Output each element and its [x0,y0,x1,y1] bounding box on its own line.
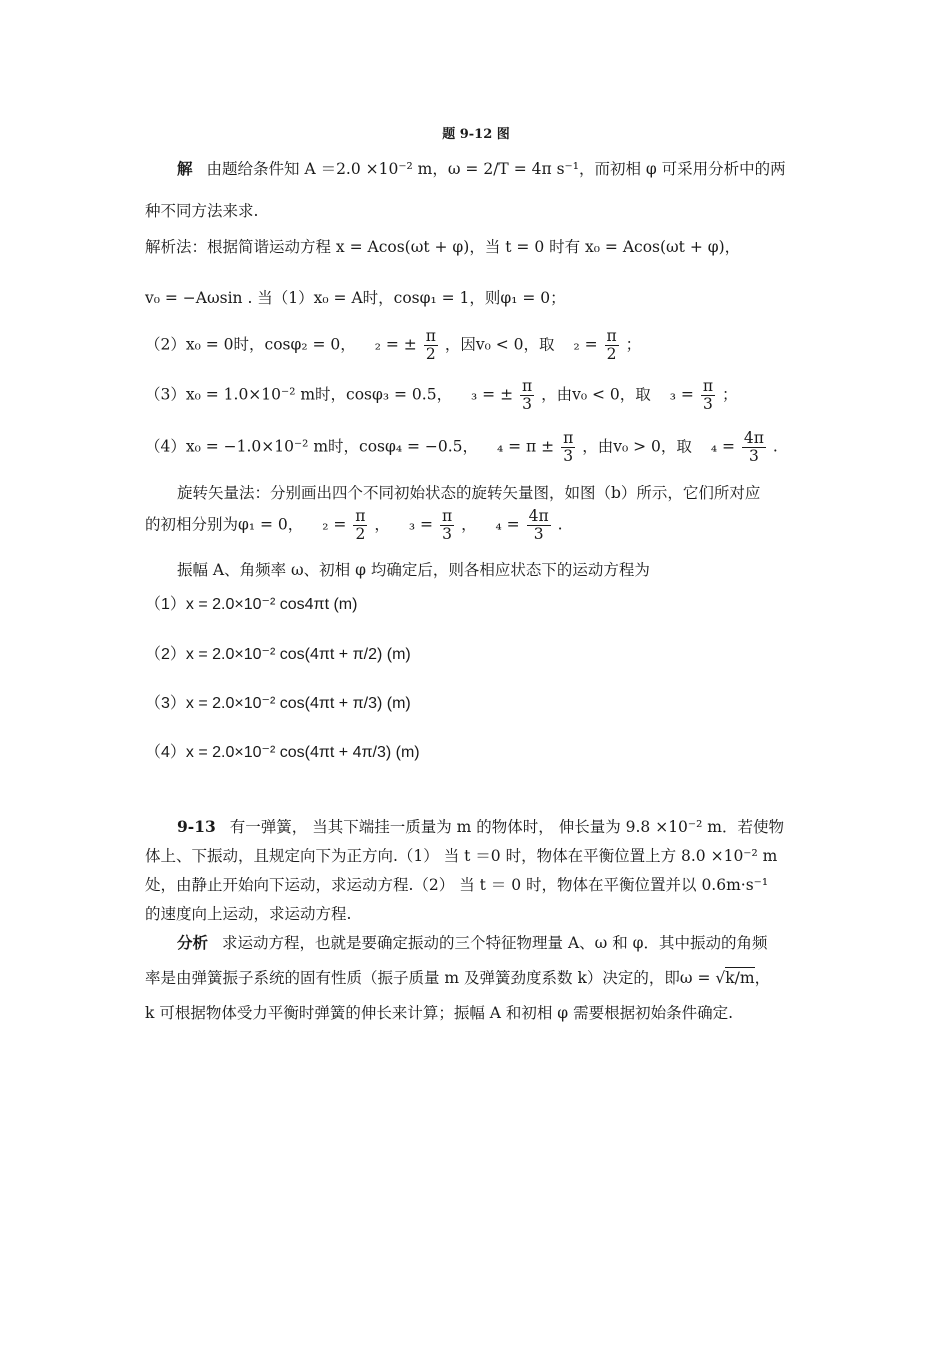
case-2-text-e: ； [625,335,642,354]
phase-3-fraction [440,508,454,543]
case-3-fraction-result [701,378,715,413]
figure-caption: 题 9-12 图 [442,127,510,142]
fraction-numerator: π [563,429,574,447]
problem-line-2: 体上、下振动，且规定向下为正方向.（1） 当 t ＝0 时，物体在平衡位置上方 8.0 ×10⁻² m [145,847,778,865]
equation-3: （3）x = 2.0×10⁻² cos(4πt + π/3) (m) [145,695,411,712]
case-3-text-e: ； [721,385,738,404]
phase-2-fraction [353,508,367,543]
case-3-text-c: ，由v₀ < 0，取 [541,385,651,404]
problem-line-4: 的速度向上运动，求运动方程. [145,905,352,923]
case-4-text-e: . [772,437,778,456]
solution-intro-line-1 [177,158,786,180]
fraction-denominator: 3 [702,395,713,413]
case-4-fraction-result [742,430,766,465]
rotating-text-d: ₃ = [408,515,434,534]
case-2-fraction-result [605,328,619,363]
summary-line: 振幅 A、角频率 ω、初相 φ 均确定后，则各相应状态下的运动方程为 [177,561,650,579]
rotating-text-a: 的初相分别为φ₁ = 0， [145,515,304,534]
solution-intro-line-2: 种不同方法来求. [145,202,259,220]
fraction-denominator: 2 [425,345,436,363]
case-4-text-d: ₄ = [710,437,735,456]
case-4-text-b: ₄ = π ± [496,437,555,456]
fraction-numerator: π [606,327,617,345]
problem-number: 9-13 [177,817,216,836]
solution-intro-text: 由题给条件知 A ＝2.0 ×10⁻² m，ω = 2/T = 4π s⁻¹，而初相 φ 可采用分析中的两 [206,160,786,178]
analysis-text-2-end: ， [754,969,771,987]
case-2-text-b: ₂ = ± [374,335,417,354]
fraction-denominator: 2 [606,345,617,363]
fraction-numerator: π [441,507,453,525]
sqrt-k-over-m: k/m [725,969,755,987]
case-4-text-c: ，由v₀ > 0，取 [582,437,692,456]
fraction-numerator: 4π [743,429,764,447]
rotating-text-c: ， [374,515,390,534]
case-2-line [145,328,641,363]
analysis-line-2: 率是由弹簧振子系统的固有性质（振子质量 m 及弹簧劲度系数 k）决定的，即ω = √k/m， [145,969,771,987]
rotating-text-e: ， [461,515,477,534]
case-3-fraction [520,378,534,413]
fraction-numerator: π [355,507,366,525]
fraction-numerator: π [425,327,436,345]
analysis-line-1 [177,932,768,954]
fraction-numerator: π [702,377,714,395]
analysis-label: 分析 [177,933,209,952]
rotating-text-f: ₄ = [495,515,520,534]
fraction-denominator: 2 [355,525,366,543]
analytic-method-line-2: v₀ = −Aωsin . 当（1）x₀ = A时，cosφ₁ = 1，则φ₁ = 0； [145,289,566,307]
fraction-numerator: π [522,377,533,395]
equation-2: （2）x = 2.0×10⁻² cos(4πt + π/2) (m) [145,646,411,663]
solution-label: 解 [177,159,193,178]
fraction-denominator: 3 [442,525,452,543]
fraction-denominator: 3 [522,395,533,413]
fraction-denominator: 3 [563,447,574,465]
fraction-denominator: 3 [749,447,759,465]
case-3-line [145,378,737,413]
rotating-vector-line-1: 旋转矢量法：分别画出四个不同初始状态的旋转矢量图，如图（b）所示，它们所对应 [177,484,761,502]
problem-line-1 [177,816,784,838]
rotating-text-g: . [557,515,563,534]
case-4-text-a: （4）x₀ = −1.0×10⁻² m时，cosφ₄ = −0.5， [145,437,479,456]
problem-line-3: 处，由静止开始向下运动，求运动方程.（2） 当 t ＝ 0 时，物体在平衡位置并以 0.6m·s⁻¹ [145,876,769,894]
rotating-text-b: ₂ = [322,515,347,534]
analysis-line-3: k 可根据物体受力平衡时弹簧的伸长来计算；振幅 A 和初相 φ 需要根据初始条件确定. [145,1004,734,1022]
analysis-text-2: 率是由弹簧振子系统的固有性质（振子质量 m 及弹簧劲度系数 k）决定的，即ω = [145,969,716,987]
case-3-text-d: ₃ = [669,385,694,404]
case-4-fraction [561,430,575,465]
equation-4: （4）x = 2.0×10⁻² cos(4πt + 4π/3) (m) [145,744,420,761]
fraction-numerator: 4π [528,507,549,525]
phase-4-fraction [527,508,551,543]
analytic-method-line-1: 解析法：根据简谐运动方程 x = Acos(ωt + φ)，当 t = 0 时有 x₀ = Acos(ωt + φ)， [145,238,741,256]
case-2-text-c: ，因v₀ < 0，取 [444,335,555,354]
case-2-fraction [424,328,438,363]
equation-1: （1）x = 2.0×10⁻² cos4πt (m) [145,596,358,613]
case-2-text-a: （2）x₀ = 0时，cosφ₂ = 0， [145,335,356,354]
case-4-line [145,430,778,465]
case-3-text-a: （3）x₀ = 1.0×10⁻² m时，cosφ₃ = 0.5， [145,385,453,404]
case-2-text-d: ₂ = [573,335,598,354]
problem-text-1: 有一弹簧， 当其下端挂一质量为 m 的物体时， 伸长量为 9.8 ×10⁻² m．若使物 [229,818,784,836]
analysis-text-1: 求运动方程，也就是要确定振动的三个特征物理量 A、ω 和 φ．其中振动的角频 [222,934,768,952]
rotating-vector-line-2 [145,508,563,543]
fraction-denominator: 3 [533,525,544,543]
case-3-text-b: ₃ = ± [471,385,514,404]
